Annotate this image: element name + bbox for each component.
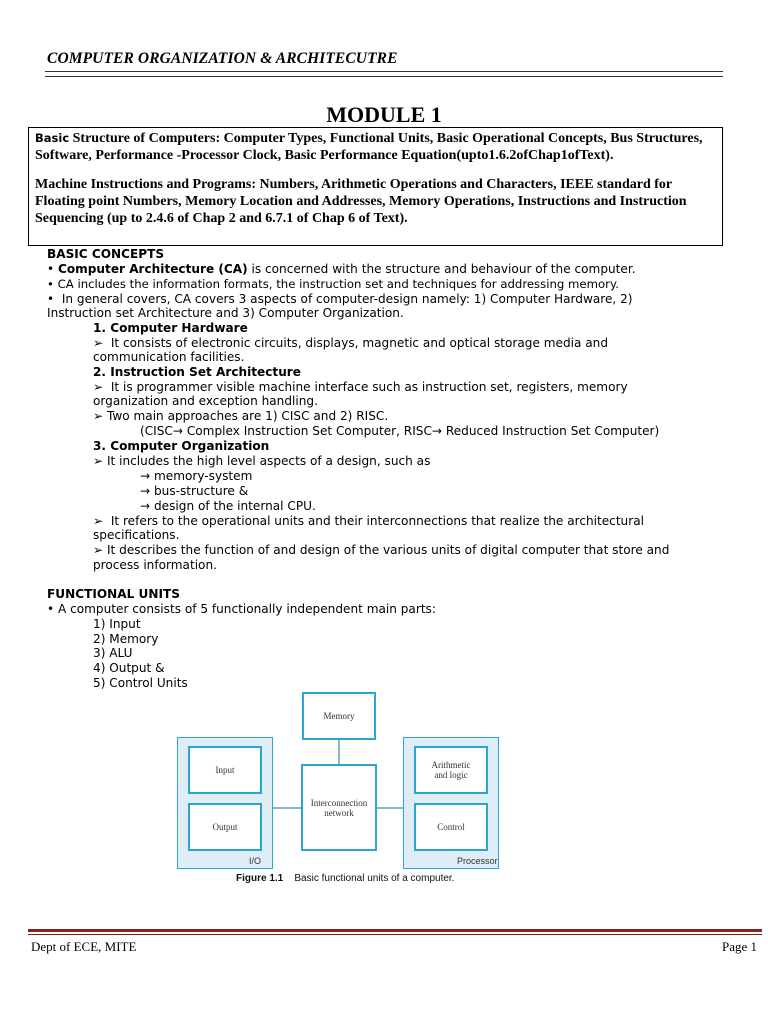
bold-term: Computer Architecture (CA) [57,262,248,276]
header-rule [45,71,723,72]
header-rule-thin [45,76,723,77]
bullet-item: • Computer Architecture (CA) is concerned with the structure and behaviour of the computer. [47,262,636,276]
page-number: Page 1 [721,939,757,954]
arrow-item: ➢ It is programmer visible machine interface such as instruction set, registers, memory [93,380,628,394]
section-heading-basic: BASIC CONCEPTS [47,247,165,261]
output-block [188,803,262,851]
interconnection-label: Interconnection network [310,797,368,818]
section-heading-functional: FUNCTIONAL UNITS [47,587,180,601]
arrow-item: ➢ It consists of electronic circuits, displays, magnetic and optical storage media and [93,336,609,350]
subsection-title-isa: 2. Instruction Set Architecture [93,365,301,379]
bullet-text: is concerned with the structure and behaviour of the computer. [247,262,636,276]
list-item: 2) Memory [93,632,159,646]
sub-item: → bus-structure & [140,484,249,498]
arrow-text: It describes the function of and design of the various units of digital computer that store and [106,543,670,557]
bullet-text: A computer consists of 5 functionally independent main parts: [57,602,436,616]
arrow-item: ➢ It refers to the operational units and their interconnections that realize the architectural [93,514,644,528]
arrow-item: ➢ Two main approaches are 1) CISC and 2) RISC. [93,409,389,423]
arrow-continuation: communication facilities. [93,350,245,364]
figure-caption-text: Basic functional units of a computer. [294,873,455,884]
subsection-title-hardware: 1. Computer Hardware [93,321,248,335]
interconnection-block [301,764,377,851]
arrow-text: Two main approaches are 1) CISC and 2) RISC. [106,409,389,423]
syllabus-lead-word: Basic [35,131,70,145]
sub-item-text: design of the internal CPU. [153,499,316,513]
arrow-text: It consists of electronic circuits, displays, magnetic and optical storage media and [110,336,609,350]
running-header: COMPUTER ORGANIZATION & ARCHITECUTRE [47,50,398,67]
arrow-item: ➢ It includes the high level aspects of a design, such as [93,454,431,468]
input-block [188,746,262,794]
control-block [414,803,488,851]
footer-rule-thin [28,934,762,935]
syllabus-text-1: Structure of Computers: Computer Types, Functional Units, Basic Operational Concepts, Bus Structures, Software, Performance -Processor Clock, Basic Performance Equation(upto1.6.2ofChap1ofText). [35,131,703,163]
bullet-item: • In general covers, CA covers 3 aspects of computer-design namely: 1) Computer Hardware, 2) [47,292,633,306]
list-item: 5) Control Units [93,676,188,690]
control-label: Control [437,822,465,832]
sub-item-text: memory-system [153,469,253,483]
list-item: 4) Output & [93,661,165,675]
bullet-item: • A computer consists of 5 functionally independent main parts: [47,602,436,616]
syllabus-paragraph-1 [35,130,716,164]
bullet-continuation: Instruction set Architecture and 3) Computer Organization. [47,306,404,320]
sub-item: → memory-system [140,469,253,483]
syllabus-paragraph-2: Machine Instructions and Programs: Numbers, Arithmetic Operations and Characters, IEEE standard for Floating point Numbers, Memory Location and Addresses, Memory Operations, Instructions and Instruction Sequencing (up to 2.4.6 of Chap 2 and 6.7.1 of Chap 6 of Text). [35,177,687,226]
arrow-text: It refers to the operational units and their interconnections that realize the architectural [110,514,644,528]
bullet-item: • CA includes the information formats, the instruction set and techniques for addressing memory. [47,277,619,291]
processor-connector [376,807,403,809]
list-item: 1) Input [93,617,141,631]
memory-connector [338,739,340,764]
sub-item: → design of the internal CPU. [140,499,316,513]
arrow-continuation: process information. [93,558,217,572]
output-label: Output [212,822,238,832]
alu-label: Arithmetic and logic [431,760,471,780]
syllabus-box [28,127,723,246]
sub-item-text: bus-structure & [153,484,249,498]
arrow-text: It includes the high level aspects of a design, such as [106,454,431,468]
arrow-item: ➢ It describes the function of and design of the various units of digital computer that store and [93,543,670,557]
arrow-text: It is programmer visible machine interface such as instruction set, registers, memory [110,380,628,394]
figure-number: Figure 1.1 [236,873,284,884]
arrow-continuation: specifications. [93,528,180,542]
figure-caption [236,873,454,884]
memory-label: Memory [323,711,355,721]
io-connector [273,807,301,809]
io-label: I/O [249,856,262,866]
alu-block [414,746,488,794]
processor-label: Processor [457,856,498,866]
subsection-title-organization: 3. Computer Organization [93,439,270,453]
footer-department: Dept of ECE, MITE [31,939,137,954]
bullet-text: CA includes the information formats, the instruction set and techniques for addressing memory. [57,277,619,291]
arrow-continuation: organization and exception handling. [93,394,318,408]
bullet-text: In general covers, CA covers 3 aspects of computer-design namely: 1) Computer Hardware, 2) [61,292,633,306]
module-title: MODULE 1 [326,102,442,127]
footer-rule [28,929,762,932]
list-item: 3) ALU [93,646,133,660]
memory-block [302,692,376,740]
acronym-definitions: (CISC→ Complex Instruction Set Computer, RISC→ Reduced Instruction Set Computer) [140,424,660,438]
input-label: Input [215,765,235,775]
